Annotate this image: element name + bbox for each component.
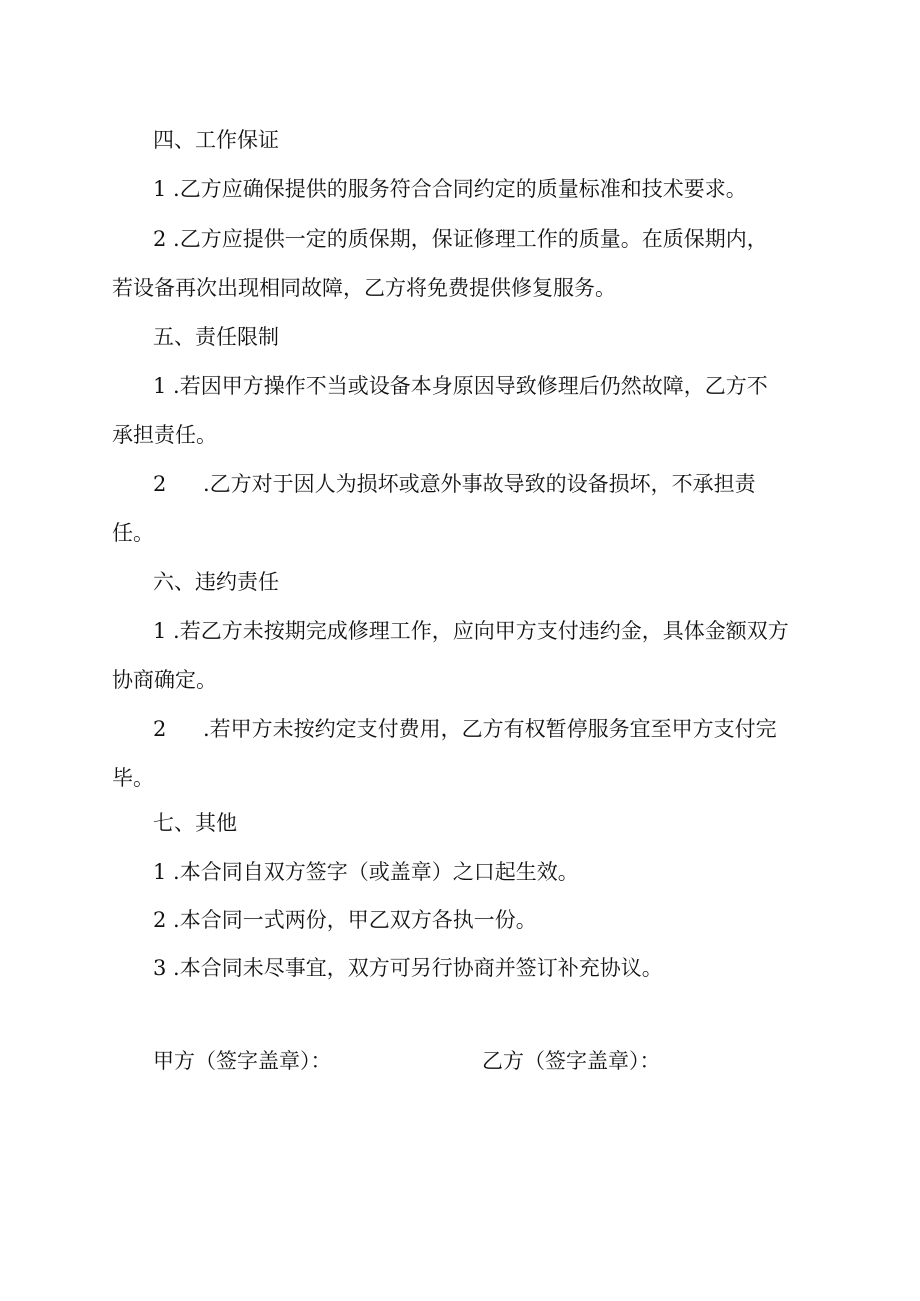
clause-4-2 [153, 226, 768, 252]
clause-number: 2 [153, 908, 167, 932]
clause-text: .乙方应提供一定的质保期，保证修理工作的质量。在质保期内， [166, 227, 768, 251]
section-heading-4: 四、工作保证 [153, 128, 279, 152]
clause-5-2-continued: 任。 [112, 521, 154, 545]
clause-5-2 [153, 471, 756, 497]
clause-4-1 [153, 176, 747, 202]
clause-number: 1 [153, 619, 167, 643]
clause-6-1-continued: 协商确定。 [112, 668, 217, 692]
clause-5-1-continued: 承担责任。 [112, 423, 217, 447]
clause-text: .本合同自双方签字（或盖章）之口起生效。 [166, 860, 579, 884]
clause-7-2 [153, 907, 537, 933]
clause-text: .乙方对于因人为损坏或意外事故导致的设备损坏，不承担责 [203, 472, 756, 496]
clause-number: 3 [153, 956, 167, 980]
clause-number: 2 [153, 717, 167, 741]
signature-party-b: 乙方（签字盖章）： [482, 1049, 661, 1073]
clause-text: .本合同未尽事宜，双方可另行协商并签订补充协议。 [166, 956, 663, 980]
clause-6-2-continued: 毕。 [112, 766, 154, 790]
clause-text: .若甲方未按约定支付费用，乙方有权暂停服务宜至甲方支付完 [203, 717, 777, 741]
clause-6-1 [153, 618, 789, 644]
clause-text: .若乙方未按期完成修理工作，应向甲方支付违约金，具体金额双方 [166, 619, 789, 643]
clause-4-2-continued: 若设备再次出现相同故障，乙方将免费提供修复服务。 [112, 276, 616, 300]
clause-number: 1 [153, 177, 167, 201]
clause-text: .若因甲方操作不当或设备本身原因导致修理后仍然故障，乙方不 [166, 374, 768, 398]
signature-party-a: 甲方（签字盖章）： [153, 1049, 332, 1073]
clause-number: 2 [153, 472, 167, 496]
clause-7-1 [153, 859, 579, 885]
section-heading-5: 五、责任限制 [153, 325, 279, 349]
section-heading-6: 六、违约责任 [153, 570, 279, 594]
clause-number: 2 [153, 227, 167, 251]
section-heading-7: 七、其他 [153, 811, 237, 835]
clause-7-3 [153, 955, 663, 981]
clause-number: 1 [153, 860, 167, 884]
clause-text: .乙方应确保提供的服务符合合同约定的质量标准和技术要求。 [166, 177, 747, 201]
clause-6-2 [153, 716, 777, 742]
clause-number: 1 [153, 374, 167, 398]
clause-text: .本合同一式两份，甲乙双方各执一份。 [166, 908, 537, 932]
clause-5-1 [153, 373, 768, 399]
